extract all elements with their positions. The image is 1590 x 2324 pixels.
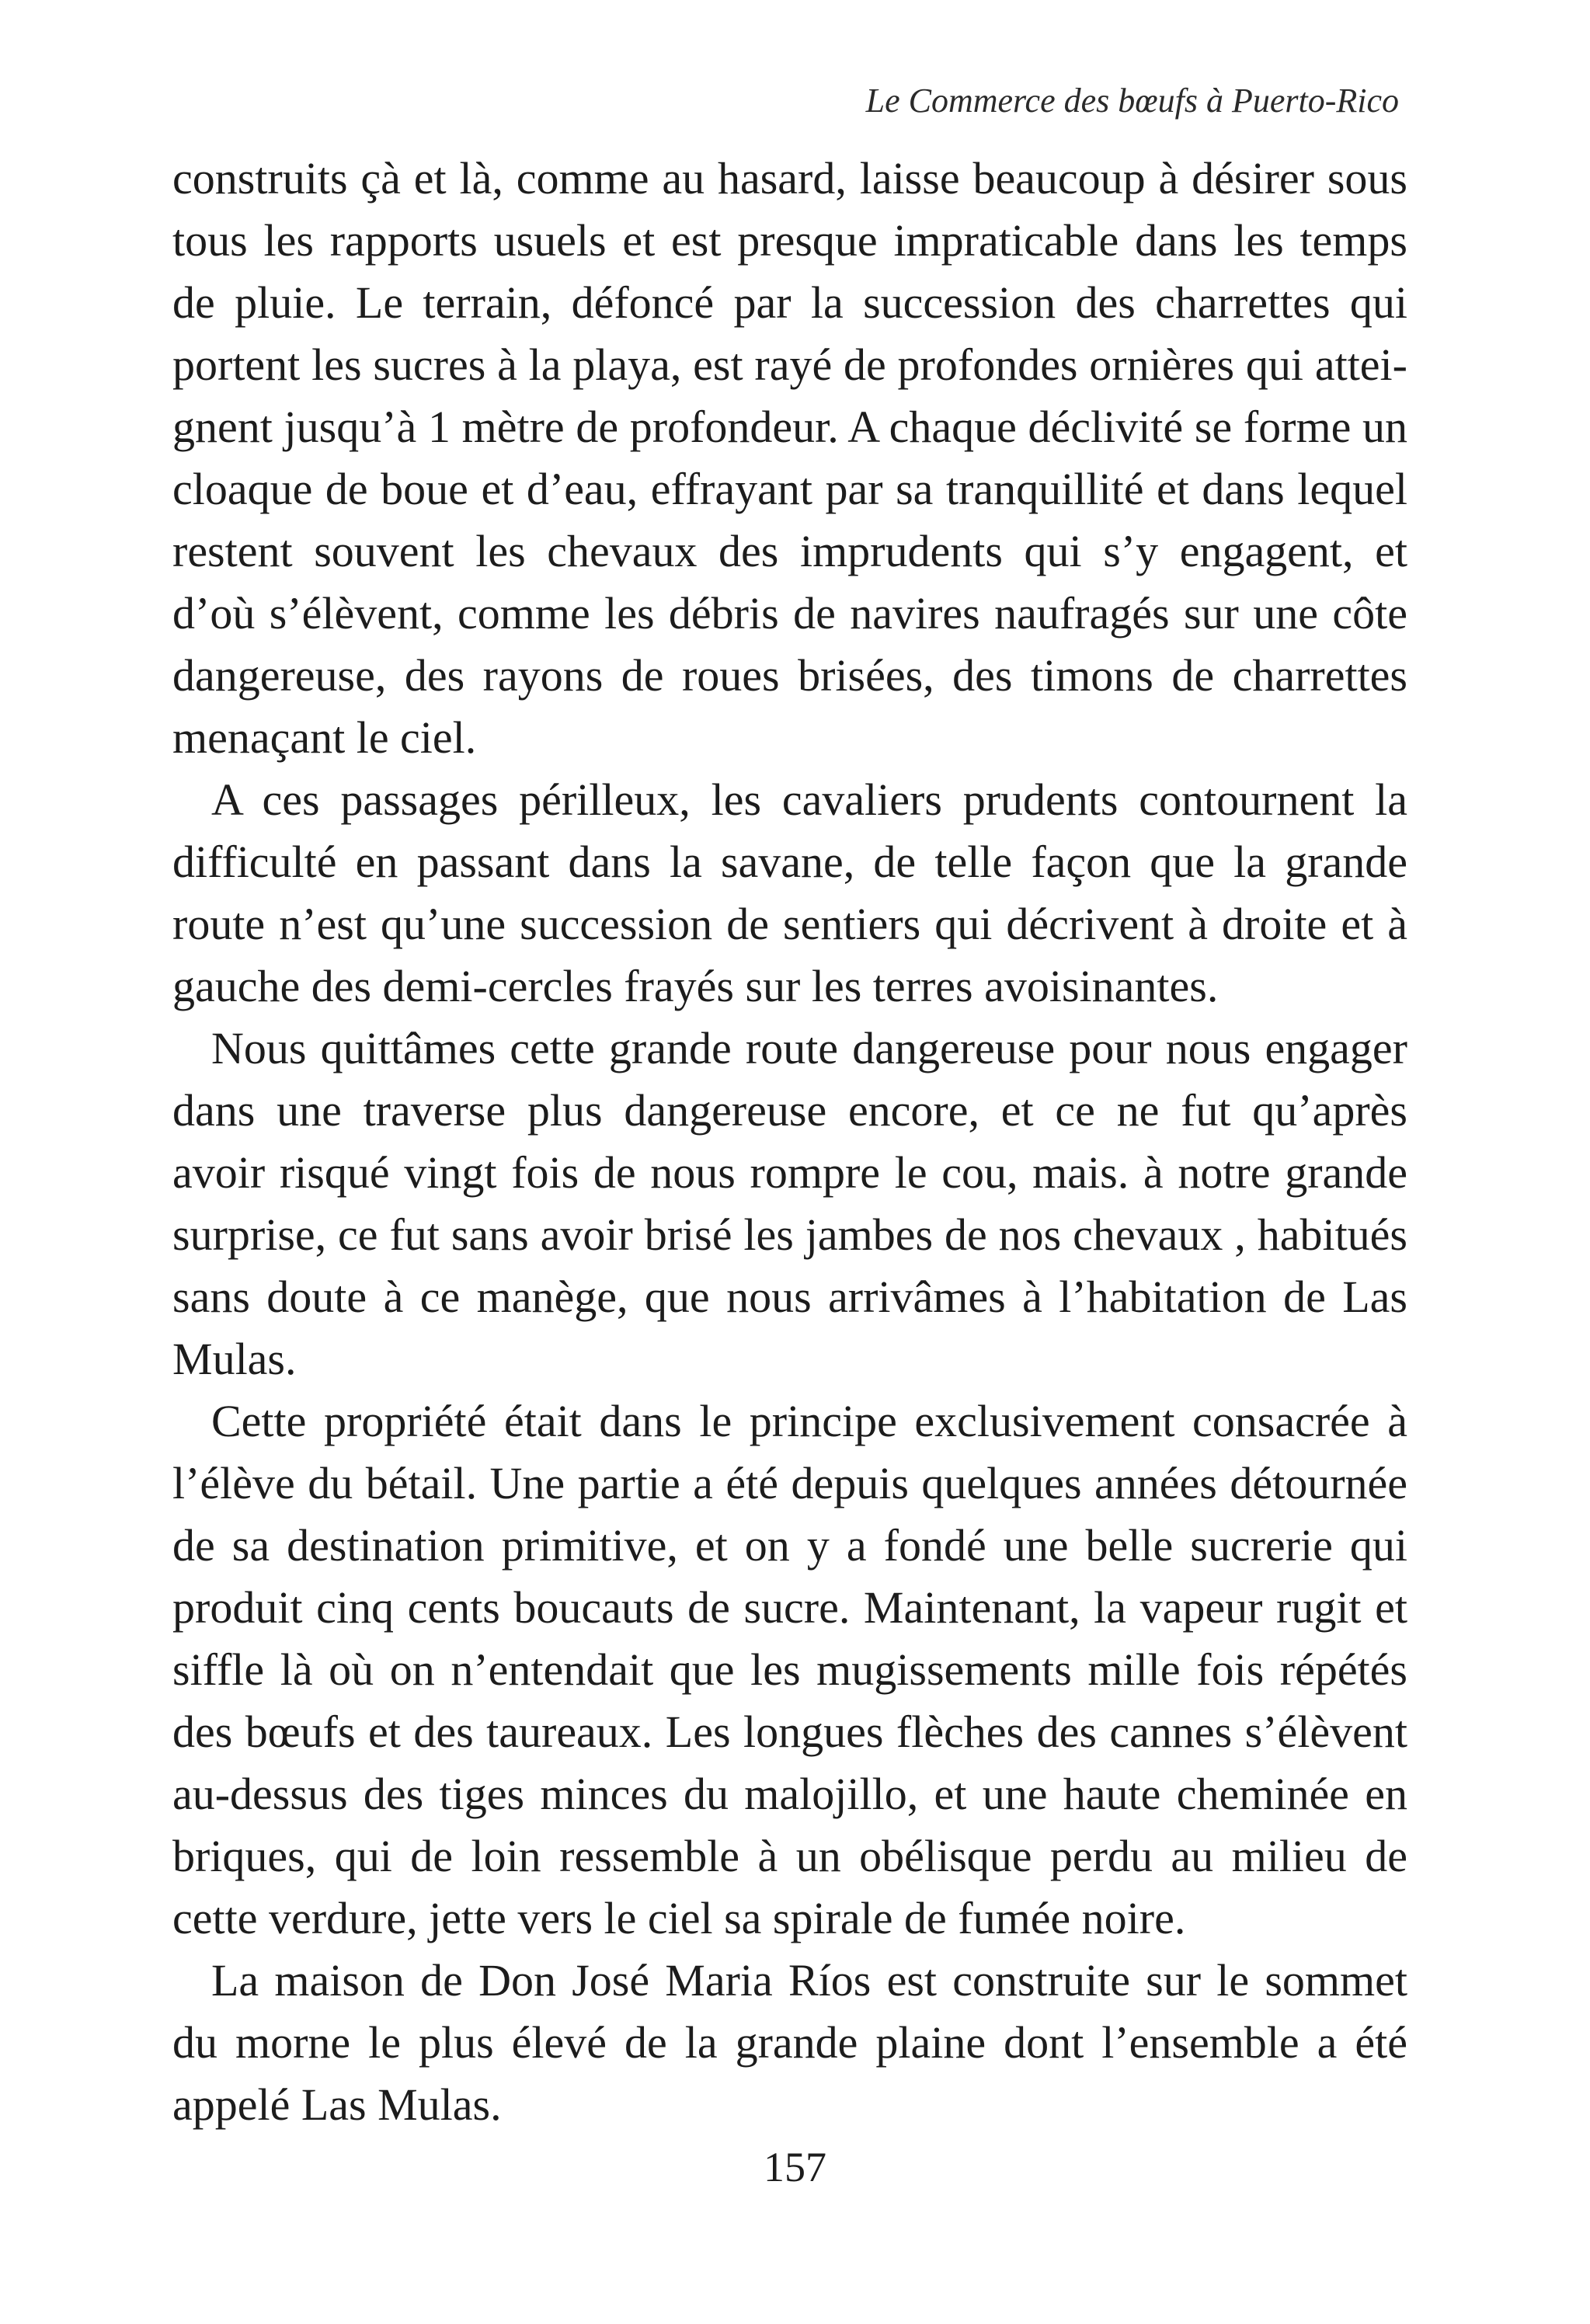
paragraph-continued: construits çà et là, comme au hasard, laisse beaucoup à désirer sous tous les rapports usuels et est presque impraticable dans les temps de pluie. Le terrain, défoncé par la succession des charrettes qui portent les sucres à la playa, est rayé de profondes ornières qui atteignent jusqu’à 1 mètre de profondeur. A chaque déclivité se forme un cloaque de boue et d’eau, effrayant par sa tranquillité et dans lequel restent souvent les chevaux des imprudents qui s’y engagent, et d’où s’élèvent, comme les débris de navires naufragés sur une côte dangereuse, des rayons de roues brisées, des timons de charrettes menaçant le ciel. (172, 153, 1407, 763)
paragraph: A ces passages périlleux, les cavaliers prudents contournent la difficulté en passant dans la savane, de telle façon que la grande route n’est qu’une succession de sentiers qui décrivent à droite et à gauche des demi-cercles frayés sur les terres avoisinantes. (172, 774, 1407, 1011)
paragraph: Cette propriété était dans le principe exclusivement consacrée à l’élève du bétail. Une partie a été depuis quelques années détournée de sa destination primitive, et on y a fondé une belle sucrerie qui produit cinq cents boucauts de sucre. Maintenant, la vapeur rugit et siffle là où on n’entendait que les mugissements mille fois répétés des bœufs et des taureaux. Les longues flèches des cannes s’élèvent au-dessus des tiges minces du malojillo, et une haute cheminée en briques, qui de loin ressemble à un obélisque perdu au milieu de cette verdure, jette vers le ciel sa spirale de fumée noire. (172, 1396, 1407, 1943)
page-number: 157 (764, 2144, 826, 2190)
paragraph: La maison de Don José Maria Ríos est construite sur le sommet du morne le plus élevé de la grande plaine dont l’ensemble a été appelé Las Mulas. (172, 1955, 1407, 2130)
body-text (172, 148, 1407, 2136)
paragraph: Nous quittâmes cette grande route dangereuse pour nous engager dans une traverse plus dangereuse encore, et ce ne fut qu’après avoir risqué vingt fois de nous rompre le cou, mais. à notre grande surprise, ce fut sans avoir brisé les jambes de nos chevaux , habitués sans doute à ce manège, que nous arrivâmes à l’habitation de Las Mulas. (172, 1023, 1407, 1384)
running-header: Le Commerce des bœufs à Puerto-Rico (865, 82, 1399, 120)
